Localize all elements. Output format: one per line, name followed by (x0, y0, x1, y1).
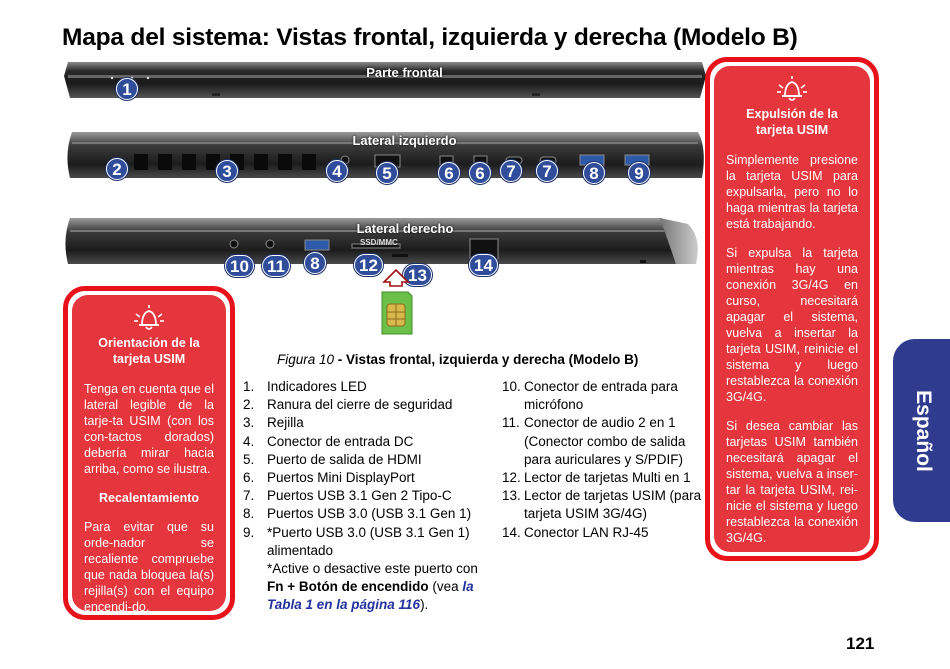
callout-badge: 7 (536, 160, 558, 182)
usim-ejection-callout (705, 57, 879, 561)
callout-text: Simplemente presione la tarjeta USIM para expulsarla, pero no lo haga mientras la tarjeta está trabajando. (726, 153, 858, 231)
part9-note: *Active o desactive este puerto con Fn + Botón de encendido (vea la Tabla 1 en la página 116). (267, 561, 478, 613)
callout-badge: 9 (628, 162, 650, 184)
list-item: 3. Rejilla (243, 415, 304, 431)
callout-heading: Expulsión de la tarjeta USIM (746, 107, 838, 137)
figure-title: - Vistas frontal, izquierda y derecha (Modelo B) (334, 352, 639, 367)
parts-list-left (243, 378, 488, 615)
front-view-label: Parte frontal (366, 65, 443, 80)
page-title: Mapa del sistema: Vistas frontal, izquierda y derecha (Modelo B) (62, 24, 798, 51)
left-view-image (62, 128, 707, 182)
list-item: 10. Conector de entrada para micrófono (502, 379, 678, 413)
reader-label: SSD/MMC (360, 238, 398, 247)
callout-badge: 12 (354, 254, 383, 276)
callout-badge: 8 (304, 252, 326, 274)
callout-badge: 2 (106, 158, 128, 180)
parts-list-right (502, 378, 702, 542)
callout-badge: 1 (116, 78, 138, 100)
list-item: 1. Indicadores LED (243, 379, 367, 394)
right-view-label: Lateral derecho (356, 221, 454, 236)
list-item: 6. Puertos Mini DisplayPort (243, 470, 415, 486)
warning-bell-icon (131, 305, 167, 331)
list-item: 5. Puerto de salida de HDMI (243, 451, 422, 467)
callout-badge: 8 (583, 162, 605, 184)
warning-bell-icon (774, 76, 810, 102)
usim-orientation-callout (63, 286, 235, 620)
callout-text: Si desea cambiar las tarjetas USIM también necesitará apagar el sistema, vuelva a inser-tar la tarjeta USIM, rei-nicie el sistema y luego restablezca la conexión 3G/4G. (726, 419, 858, 545)
usim-card-illustration (378, 264, 430, 336)
language-tab-label: Español (912, 389, 935, 472)
list-item: 4. Conector de entrada DC (243, 433, 414, 449)
list-item: 12. Lector de tarjetas Multi en 1 (502, 470, 691, 486)
callout-badge: 7 (500, 160, 522, 182)
callout-badge: 10 (225, 255, 254, 277)
front-view-image (62, 58, 707, 104)
callout-badge: 5 (376, 162, 398, 184)
callout-badge: 3 (216, 160, 238, 182)
callout-text: Para evitar que su orde-nador se recaliente compruebe que nada bloquea la(s) rejilla(s) con el equipo encendi-do. (84, 520, 214, 614)
list-item: 11. Conector de audio 2 en 1 (Conector combo de salida para auriculares y S/PDIF) (502, 415, 686, 467)
callout-badge: 11 (262, 255, 290, 277)
list-item: 8. Puertos USB 3.0 (USB 3.1 Gen 1) (243, 506, 472, 522)
callout-badge: 6 (469, 162, 491, 184)
list-item: 13. Lector de tarjetas USIM (para tarjeta USIM 3G/4G) (502, 488, 702, 522)
figure-number: Figura 10 (277, 352, 335, 367)
language-tab[interactable] (893, 339, 950, 522)
callout-heading: Orientación de la tarjeta USIM (98, 336, 200, 366)
list-item: 7. Puertos USB 3.1 Gen 2 Tipo-C (243, 488, 452, 504)
callout-heading: Recalentamiento (98, 491, 200, 505)
callout-badge: 13 (403, 264, 432, 286)
list-item: 14. Conector LAN RJ-45 (502, 524, 649, 540)
table-reference-link[interactable]: la Tabla 1 en la página 116 (267, 579, 474, 613)
callout-badge: 4 (326, 160, 348, 182)
list-item: 2. Ranura del cierre de seguridad (243, 397, 453, 413)
list-item: 9. *Puerto USB 3.0 (USB 3.1 Gen 1) alimentado *Active o desactive este puerto con Fn + Botón de encendido (vea la Tabla 1 en la página 116). (243, 524, 488, 615)
callout-badge: 6 (438, 162, 460, 184)
callout-text: Si expulsa la tarjeta mientras hay una conexión 3G/4G en curso, necesitará apagar el sistema, vuelva a insertar la tarjeta USIM, reinicie el sistema y luego restablezca la conexión 3G/4G. (726, 246, 858, 404)
page-number: 121 (846, 634, 875, 653)
figure-caption (277, 352, 638, 367)
left-view-label: Lateral izquierdo (352, 133, 457, 148)
callout-text: Tenga en cuenta que el lateral legible de la tarje-ta USIM (con los con-tactos dorados) debería mirar hacia arriba, como se ilustra. (84, 382, 214, 476)
callout-badge: 14 (469, 254, 498, 276)
